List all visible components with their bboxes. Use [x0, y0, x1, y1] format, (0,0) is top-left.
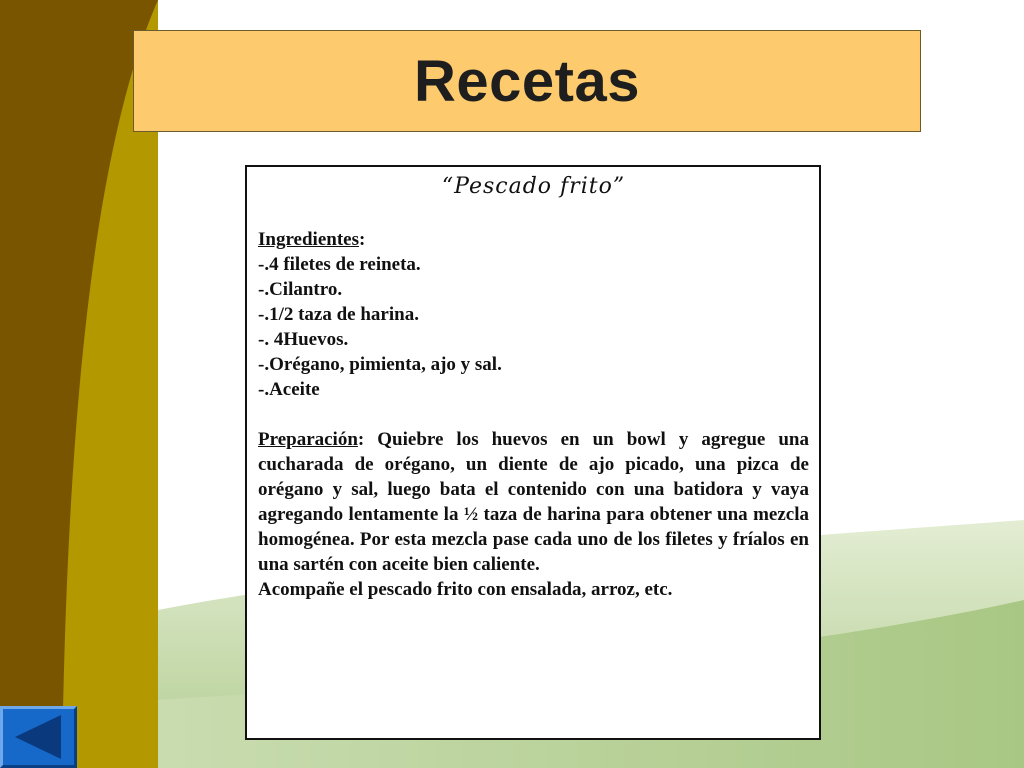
closing-line: Acompañe el pescado frito con ensalada, arroz, etc. [258, 579, 673, 600]
ingredient-item: -.1/2 taza de harina. [258, 304, 419, 325]
ingredient-item: -.Orégano, pimienta, ajo y sal. [258, 354, 502, 375]
back-arrow-icon [3, 709, 74, 765]
preparation-label: Preparación [258, 429, 358, 450]
recipe-box [245, 165, 821, 740]
ingredients-heading [258, 227, 809, 252]
ingredient-item: -.Aceite [258, 379, 320, 400]
ingredient-item: -.Cilantro. [258, 279, 343, 300]
ingredients-label: Ingredientes [258, 229, 359, 250]
preparation-text: : Quiebre los huevos en un bowl y agregue una cucharada de orégano, un diente de ajo picado, una pizca de orégano y sal, luego bata el contenido con una batidora y vaya agregando lentamente la ½ taza de harina para obtener una mezcla homogénea. Por esta mezcla pase cada uno de los filetes y fríalos en una sartén con aceite bien caliente. [258, 429, 809, 575]
ingredients-colon: : [358, 229, 366, 250]
preparation-paragraph [258, 427, 809, 577]
recipe-title: “Pescado frito” [441, 174, 626, 199]
spacer [258, 402, 809, 427]
title-banner [133, 30, 921, 132]
slide-title: Recetas [414, 48, 640, 114]
back-button[interactable] [0, 706, 77, 768]
ingredient-item: -.4 filetes de reineta. [258, 254, 421, 275]
ingredient-item: -. 4Huevos. [258, 329, 349, 350]
